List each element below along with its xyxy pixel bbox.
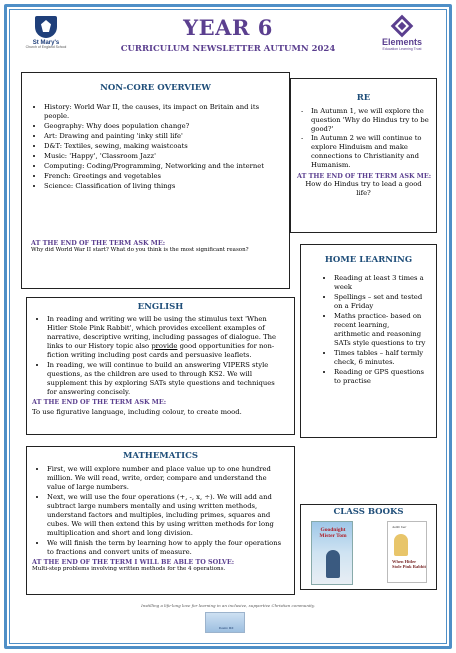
home-learning-list bbox=[301, 274, 436, 386]
mathematics-panel bbox=[26, 446, 295, 595]
list-item: • We will finish the term by learning how to apply the four operations to fractions and convert units of measure. bbox=[47, 539, 286, 557]
list-item: • First, we will explore number and place value up to one hundred million. We will read, write, order, compare and understand the value of large numbers. bbox=[47, 465, 286, 492]
book-author: Judith Kerr bbox=[392, 525, 407, 529]
list-item: • Spellings – set and tested on a Friday bbox=[334, 293, 426, 311]
book-illustration bbox=[326, 550, 340, 578]
mathematics-ask-text: Multi-step problems involving written methods for the 4 operations. bbox=[32, 565, 226, 572]
list-item: • Computing: Coding/Programming, Networking and the internet bbox=[44, 162, 281, 171]
footer-badge bbox=[205, 612, 245, 633]
mathematics-ask-label: AT THE END OF THE TERM I WILL BE ABLE TO SOLVE: bbox=[32, 557, 235, 566]
book-title: When Hitler Stole Pink Rabbit bbox=[392, 559, 427, 569]
non-core-ask-text: Why did World War II start? What do you think is the most significant reason? bbox=[31, 246, 249, 253]
school-subtitle: Church of England School bbox=[25, 45, 67, 49]
footer-badge-label: Ruskin Mill bbox=[218, 626, 234, 630]
non-core-title: NON-CORE OVERVIEW bbox=[100, 83, 211, 93]
class-books-title: CLASS BOOKS bbox=[333, 507, 404, 517]
non-core-ask-label: AT THE END OF THE TERM ASK ME: bbox=[31, 238, 166, 247]
re-panel bbox=[290, 78, 437, 233]
trust-subtitle: Education Learning Trust bbox=[382, 46, 422, 51]
list-item: • Reading at least 3 times a week bbox=[334, 274, 426, 292]
school-name: St Mary's bbox=[32, 40, 60, 46]
home-learning-panel bbox=[300, 244, 437, 438]
home-learning-title: HOME LEARNING bbox=[324, 255, 413, 265]
list-item: • Reading or GPS questions to practise bbox=[334, 368, 426, 386]
english-panel bbox=[26, 297, 295, 435]
list-item: - In Autumn 2 we will continue to explore Hinduism and make connections to Christianity and Humanism. bbox=[301, 134, 430, 170]
english-list bbox=[27, 315, 294, 397]
book-illustration bbox=[394, 534, 408, 556]
page-title: YEAR 6 bbox=[183, 15, 273, 40]
mathematics-list bbox=[27, 465, 294, 557]
english-ask-text: To use figurative language, including colour, to create mood. bbox=[32, 407, 242, 416]
re-ask-label: AT THE END OF THE TERM ASK ME: bbox=[297, 171, 432, 180]
list-item: • Geography: Why does population change? bbox=[44, 122, 281, 131]
list-item: • Times tables – half termly check, 6 minutes. bbox=[334, 349, 426, 367]
english-underlined-word: provide bbox=[151, 341, 178, 350]
list-item bbox=[47, 315, 286, 360]
list-item: • Next, we will use the four operations (+, -, x, ÷). We will add and subtract large numbers mentally and using written methods, understand factors and multiples, including primes, squares and cubes. We will then extend this by using written methods for long multiplication and short and long division. bbox=[47, 493, 286, 538]
list-item: • Music: 'Happy', 'Classroom Jazz' bbox=[44, 152, 281, 161]
list-item: • Science: Classification of living things bbox=[44, 182, 281, 191]
re-list bbox=[291, 107, 436, 170]
book-cover-when-hitler-stole-pink-rabbit bbox=[387, 521, 427, 583]
list-item: • History: World War II, the causes, its impact on Britain and its people. bbox=[44, 103, 281, 121]
class-books-panel bbox=[300, 504, 437, 590]
list-item: • French: Greetings and vegetables bbox=[44, 172, 281, 181]
non-core-overview-panel bbox=[21, 72, 290, 289]
trust-name: Elements bbox=[381, 37, 423, 47]
list-item: • Maths practice- based on recent learning, arithmetic and reasoning SATs style questions to try bbox=[334, 312, 426, 348]
re-ask-text: How do Hindus try to lead a good life? bbox=[305, 180, 422, 198]
page-subtitle: CURRICULUM NEWSLETTER AUTUMN 2024 bbox=[120, 44, 336, 54]
list-item: • Art: Drawing and painting 'inky still life' bbox=[44, 132, 281, 141]
footer-motto: Instilling a life-long love for learning in an inclusive, supportive Christian community. bbox=[141, 603, 315, 608]
book-cover-goodnight-mister-tom bbox=[311, 521, 353, 585]
english-item-text: good opportunities for non-fiction writing including post cards and persuasive leaflets. bbox=[47, 341, 275, 359]
list-item: • In reading, we will continue to build an answering VIPERS style questions, as the children are used to through KS2. We will supplement this by exploring SATs style questions and techniques for answering concisely. bbox=[47, 361, 286, 397]
mathematics-title: MATHEMATICS bbox=[122, 451, 199, 461]
english-item-text: In reading and writing we will be using the stimulus text 'When Hitler Stole Pink Rabbit', which provides excellent examples of narrative, descriptive writing, including passages of dialogue. The links to our History topic also bbox=[47, 315, 277, 350]
english-ask-label: AT THE END OF THE TERM ASK ME: bbox=[32, 397, 167, 406]
re-title: RE bbox=[356, 93, 371, 103]
list-item: - In Autumn 1, we will explore the question 'Why do Hindus try to be good?' bbox=[301, 107, 430, 134]
english-title: ENGLISH bbox=[137, 302, 184, 312]
list-item: • D&T: Textiles, sewing, making waistcoats bbox=[44, 142, 281, 151]
non-core-list bbox=[22, 103, 289, 191]
book-title: Goodnight Mister Tom bbox=[319, 527, 347, 539]
